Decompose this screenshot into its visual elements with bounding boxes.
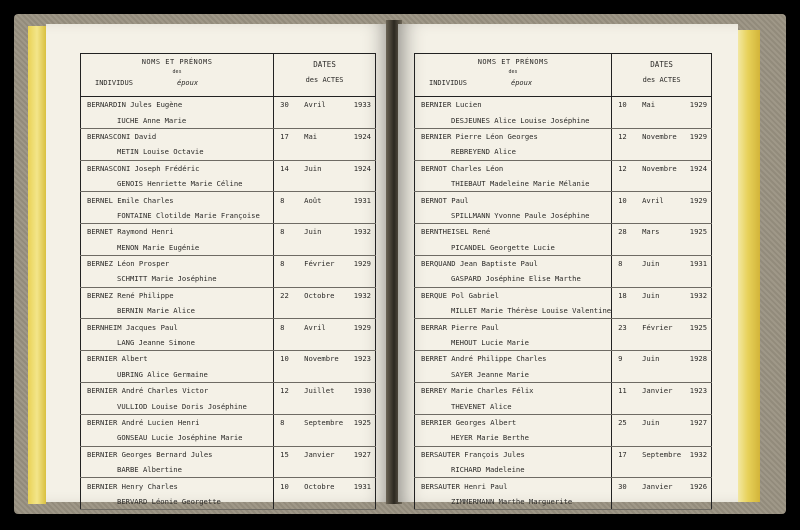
entry-name-row <box>415 319 712 335</box>
entry-name-row <box>81 287 376 303</box>
individual-name: BERNIER André Charles Victor <box>81 383 274 399</box>
act-date <box>612 319 712 335</box>
date-day: 30 <box>618 481 627 491</box>
spouse-name: GONSEAU Lucie Joséphine Marie <box>81 430 274 446</box>
entry-name-row <box>415 478 712 494</box>
individual-name: BERNIER Henry Charles <box>81 478 274 494</box>
spouse-name: THEVENET Alice <box>415 398 612 414</box>
date-year: 1929 <box>689 131 708 141</box>
entry-name-row <box>415 128 712 144</box>
entry-spouse-row <box>81 462 376 478</box>
entry-name-row <box>81 97 376 113</box>
entry-name-row <box>415 255 712 271</box>
act-date <box>612 224 712 240</box>
act-date <box>612 287 712 303</box>
entry-spouse-row <box>415 430 712 446</box>
date-spacer <box>612 208 712 224</box>
individual-name: BERNTHEISEL René <box>415 224 612 240</box>
entry-spouse-row <box>415 240 712 256</box>
date-spacer <box>612 271 712 287</box>
date-spacer <box>274 462 376 478</box>
spouse-name: VULLIOD Louise Doris Joséphine <box>81 398 274 414</box>
left-page <box>46 24 390 506</box>
date-month: Novembre <box>642 131 677 141</box>
date-day: 28 <box>618 227 627 237</box>
date-year: 1923 <box>353 354 371 364</box>
date-spacer <box>274 367 376 383</box>
entry-spouse-row <box>81 112 376 128</box>
entry-name-row <box>415 224 712 240</box>
date-day: 12 <box>280 386 289 396</box>
date-year: 1931 <box>689 259 708 269</box>
date-year: 1931 <box>353 195 371 205</box>
spouse-name: MENON Marie Eugénie <box>81 240 274 256</box>
individual-name: BERSAUTER François Jules <box>415 446 612 462</box>
names-epoux: époux <box>511 79 533 87</box>
spouse-name: GENOIS Henriette Marie Céline <box>81 176 274 192</box>
date-day: 10 <box>280 354 289 364</box>
entry-spouse-row <box>415 462 712 478</box>
date-group <box>274 323 375 332</box>
entry-spouse-row <box>81 271 376 287</box>
date-day: 8 <box>280 227 285 237</box>
act-date <box>274 287 376 303</box>
date-spacer <box>274 271 376 287</box>
date-day: 10 <box>618 195 627 205</box>
date-year: 1932 <box>689 290 708 300</box>
act-date <box>274 97 376 113</box>
dates-sub: des ACTES <box>305 76 344 84</box>
dates-title: DATES <box>650 60 673 69</box>
act-date <box>612 351 712 367</box>
spouse-name: BERVARD Léonie Georgette <box>81 494 274 510</box>
entry-spouse-row <box>81 240 376 256</box>
date-day: 8 <box>280 418 285 427</box>
date-day: 12 <box>618 163 627 173</box>
entry-spouse-row <box>415 112 712 128</box>
date-spacer <box>612 144 712 160</box>
entry-name-row <box>81 192 376 208</box>
act-date <box>612 414 712 430</box>
date-spacer <box>612 176 712 192</box>
date-year: 1928 <box>689 354 708 364</box>
spouse-name: THIEBAUT Madeleine Marie Mélanie <box>415 176 612 192</box>
act-date <box>612 255 712 271</box>
date-day: 23 <box>618 322 627 332</box>
dates-sub: des ACTES <box>642 76 681 84</box>
date-spacer <box>612 303 712 319</box>
spouse-name: METIN Louise Octavie <box>81 144 274 160</box>
date-day: 22 <box>280 290 289 300</box>
act-date <box>612 160 712 176</box>
right-register-table <box>414 53 712 510</box>
date-day: 12 <box>618 131 627 141</box>
dates-title: DATES <box>313 60 336 69</box>
date-month: Avril <box>304 322 326 332</box>
date-spacer <box>274 303 376 319</box>
entry-spouse-row <box>415 303 712 319</box>
date-group <box>612 418 711 427</box>
date-spacer <box>274 240 376 256</box>
individual-name: BERQUAND Jean Baptiste Paul <box>415 255 612 271</box>
date-group <box>274 227 375 236</box>
date-month: Juin <box>304 163 322 173</box>
date-year: 1932 <box>689 449 708 459</box>
spouse-name: BERNIN Marie Alice <box>81 303 274 319</box>
entry-spouse-row <box>81 430 376 446</box>
date-spacer <box>612 462 712 478</box>
date-month: Mai <box>304 131 318 141</box>
date-year: 1929 <box>353 322 371 332</box>
individual-name: BERRET André Philippe Charles <box>415 351 612 367</box>
date-group <box>612 132 711 141</box>
individual-name: BERRIER Georges Albert <box>415 414 612 430</box>
individual-name: BERNASCONI Joseph Frédéric <box>81 160 274 176</box>
date-group <box>612 291 711 300</box>
date-group <box>612 323 711 332</box>
date-spacer <box>612 367 712 383</box>
date-year: 1931 <box>353 481 371 491</box>
entry-name-row <box>81 255 376 271</box>
date-year: 1924 <box>689 163 708 173</box>
entry-spouse-row <box>415 144 712 160</box>
date-spacer <box>274 494 376 510</box>
left-register-table <box>80 53 376 510</box>
right-header-row <box>415 54 712 97</box>
date-day: 15 <box>280 449 289 459</box>
date-group <box>612 259 711 268</box>
act-date <box>274 414 376 430</box>
entry-name-row <box>81 351 376 367</box>
date-group <box>612 164 711 173</box>
date-spacer <box>274 144 376 160</box>
date-year: 1932 <box>353 227 371 237</box>
date-year: 1927 <box>353 449 371 459</box>
right-dates-header <box>612 54 712 97</box>
date-month: Novembre <box>304 354 339 364</box>
date-group <box>274 259 375 268</box>
date-year: 1929 <box>689 100 708 110</box>
right-register-body <box>415 54 712 510</box>
entry-name-row <box>415 287 712 303</box>
date-month: Juin <box>304 227 322 237</box>
entry-name-row <box>81 224 376 240</box>
date-spacer <box>274 430 376 446</box>
entry-spouse-row <box>415 176 712 192</box>
individual-name: BERNEZ Léon Prosper <box>81 255 274 271</box>
right-names-header <box>415 54 612 97</box>
date-spacer <box>274 176 376 192</box>
act-date <box>274 128 376 144</box>
date-spacer <box>612 398 712 414</box>
entry-name-row <box>81 160 376 176</box>
date-day: 17 <box>280 131 289 141</box>
entry-name-row <box>415 97 712 113</box>
names-des: des <box>172 69 182 75</box>
act-date <box>612 478 712 494</box>
date-spacer <box>612 240 712 256</box>
date-year: 1930 <box>353 386 371 396</box>
date-month: Août <box>304 195 322 205</box>
act-date <box>274 224 376 240</box>
date-year: 1923 <box>689 386 708 396</box>
individual-name: BERNOT Paul <box>415 192 612 208</box>
date-year: 1926 <box>689 481 708 491</box>
left-names-header <box>81 54 274 97</box>
date-spacer <box>612 335 712 351</box>
date-day: 11 <box>618 386 627 396</box>
date-group <box>274 291 375 300</box>
entry-spouse-row <box>81 494 376 510</box>
date-group <box>274 482 375 491</box>
entry-spouse-row <box>415 494 712 510</box>
entry-name-row <box>415 383 712 399</box>
page-edges-left <box>28 26 46 504</box>
spouse-name: MILLET Marie Thérèse Louise Valentine <box>415 303 612 319</box>
date-month: Juin <box>642 259 660 269</box>
right-page <box>398 24 738 506</box>
date-month: Avril <box>642 195 664 205</box>
spouse-name: ZIMMERMANN Marthe Marguerite <box>415 494 612 510</box>
date-group <box>274 100 375 109</box>
entry-name-row <box>81 414 376 430</box>
date-spacer <box>274 398 376 414</box>
spouse-name: PICANDEL Georgette Lucie <box>415 240 612 256</box>
names-title: NOMS ET PRÉNOMS <box>477 58 549 66</box>
entry-spouse-row <box>81 208 376 224</box>
entry-name-row <box>81 478 376 494</box>
act-date <box>274 351 376 367</box>
names-title: NOMS ET PRÉNOMS <box>141 58 213 66</box>
names-epoux: époux <box>177 79 199 87</box>
entry-name-row <box>81 319 376 335</box>
spouse-name: FONTAINE Clotilde Marie Françoise <box>81 208 274 224</box>
spouse-name: RICHARD Madeleine <box>415 462 612 478</box>
date-day: 17 <box>618 449 627 459</box>
date-day: 9 <box>618 354 623 364</box>
date-month: Septembre <box>642 449 682 459</box>
act-date <box>274 478 376 494</box>
entry-spouse-row <box>415 367 712 383</box>
date-group <box>612 227 711 236</box>
act-date <box>274 255 376 271</box>
entry-name-row <box>81 383 376 399</box>
entry-name-row <box>415 192 712 208</box>
date-group <box>612 450 711 459</box>
date-year: 1933 <box>353 100 371 110</box>
act-date <box>274 319 376 335</box>
act-date <box>612 128 712 144</box>
date-day: 18 <box>618 290 627 300</box>
date-group <box>274 132 375 141</box>
act-date <box>612 446 712 462</box>
entry-name-row <box>415 414 712 430</box>
spouse-name: UBRING Alice Germaine <box>81 367 274 383</box>
spouse-name: SAYER Jeanne Marie <box>415 367 612 383</box>
date-group <box>612 354 711 363</box>
act-date <box>612 97 712 113</box>
individual-name: BERNIER Albert <box>81 351 274 367</box>
date-group <box>612 196 711 205</box>
spouse-name: IUCHE Anne Marie <box>81 112 274 128</box>
date-year: 1925 <box>689 227 708 237</box>
date-day: 10 <box>280 481 289 491</box>
entry-name-row <box>415 446 712 462</box>
entry-spouse-row <box>415 208 712 224</box>
date-year: 1925 <box>353 418 371 427</box>
date-group <box>274 418 375 427</box>
date-month: Juillet <box>304 386 335 396</box>
date-spacer <box>612 494 712 510</box>
act-date <box>612 192 712 208</box>
date-group <box>612 386 711 395</box>
date-month: Janvier <box>642 481 673 491</box>
individual-name: BERNEL Emile Charles <box>81 192 274 208</box>
entry-spouse-row <box>81 144 376 160</box>
names-individus: INDIVIDUS <box>429 79 467 87</box>
individual-name: BERRAR Pierre Paul <box>415 319 612 335</box>
act-date <box>274 160 376 176</box>
entry-spouse-row <box>81 176 376 192</box>
date-month: Janvier <box>304 449 335 459</box>
individual-name: BERNEZ René Philippe <box>81 287 274 303</box>
date-spacer <box>612 112 712 128</box>
date-group <box>612 100 711 109</box>
entry-spouse-row <box>81 303 376 319</box>
date-month: Février <box>304 259 335 269</box>
entry-spouse-row <box>415 398 712 414</box>
spouse-name: SPILLMANN Yvonne Paule Joséphine <box>415 208 612 224</box>
entry-name-row <box>81 128 376 144</box>
date-month: Février <box>642 322 673 332</box>
spouse-name: LANG Jeanne Simone <box>81 335 274 351</box>
entry-spouse-row <box>81 367 376 383</box>
date-year: 1924 <box>353 163 371 173</box>
individual-name: BERQUE Pol Gabriel <box>415 287 612 303</box>
date-year: 1929 <box>689 195 708 205</box>
spouse-name: REBREYEND Alice <box>415 144 612 160</box>
date-group <box>274 450 375 459</box>
left-register-body <box>81 54 376 510</box>
spouse-name: BARBE Albertine <box>81 462 274 478</box>
date-year: 1925 <box>689 322 708 332</box>
date-year: 1924 <box>353 131 371 141</box>
date-day: 8 <box>280 195 285 205</box>
date-year: 1927 <box>689 418 708 427</box>
date-month: Juin <box>642 418 660 427</box>
spouse-name: SCHMITT Marie Joséphine <box>81 271 274 287</box>
date-group <box>274 354 375 363</box>
date-month: Avril <box>304 100 326 110</box>
entry-spouse-row <box>81 398 376 414</box>
date-day: 8 <box>280 259 285 269</box>
individual-name: BERREY Marie Charles Félix <box>415 383 612 399</box>
date-day: 8 <box>618 259 623 269</box>
individual-name: BERNHEIM Jacques Paul <box>81 319 274 335</box>
date-year: 1932 <box>353 290 371 300</box>
date-month: Novembre <box>642 163 677 173</box>
individual-name: BERNET Raymond Henri <box>81 224 274 240</box>
entry-name-row <box>415 160 712 176</box>
date-day: 25 <box>618 418 627 427</box>
names-individus: INDIVIDUS <box>95 79 133 87</box>
date-day: 8 <box>280 322 285 332</box>
date-month: Juin <box>642 290 660 300</box>
entry-spouse-row <box>415 271 712 287</box>
date-group <box>274 386 375 395</box>
date-group <box>612 482 711 491</box>
individual-name: BERNIER André Lucien Henri <box>81 414 274 430</box>
date-day: 14 <box>280 163 289 173</box>
date-spacer <box>274 335 376 351</box>
act-date <box>274 192 376 208</box>
date-day: 30 <box>280 100 289 110</box>
date-month: Octobre <box>304 481 335 491</box>
date-month: Septembre <box>304 418 344 427</box>
spouse-name: MEHOUT Lucie Marie <box>415 335 612 351</box>
spouse-name: GASPARD Joséphine Elise Marthe <box>415 271 612 287</box>
entry-spouse-row <box>81 335 376 351</box>
date-month: Mai <box>642 100 656 110</box>
individual-name: BERNARDIN Jules Eugène <box>81 97 274 113</box>
individual-name: BERNIER Georges Bernard Jules <box>81 446 274 462</box>
date-spacer <box>612 430 712 446</box>
individual-name: BERNOT Charles Léon <box>415 160 612 176</box>
left-header-row <box>81 54 376 97</box>
date-month: Mars <box>642 227 660 237</box>
individual-name: BERSAUTER Henri Paul <box>415 478 612 494</box>
date-month: Octobre <box>304 290 335 300</box>
spouse-name: HEYER Marie Berthe <box>415 430 612 446</box>
individual-name: BERNIER Lucien <box>415 97 612 113</box>
date-group <box>274 164 375 173</box>
date-spacer <box>274 112 376 128</box>
names-des: des <box>508 69 518 75</box>
date-spacer <box>274 208 376 224</box>
individual-name: BERNIER Pierre Léon Georges <box>415 128 612 144</box>
left-dates-header <box>274 54 376 97</box>
date-month: Juin <box>642 354 660 364</box>
page-edges-right <box>736 30 760 502</box>
date-group <box>274 196 375 205</box>
date-year: 1929 <box>353 259 371 269</box>
date-day: 10 <box>618 100 627 110</box>
act-date <box>612 383 712 399</box>
entry-name-row <box>415 351 712 367</box>
act-date <box>274 383 376 399</box>
act-date <box>274 446 376 462</box>
spouse-name: DESJEUNES Alice Louise Joséphine <box>415 112 612 128</box>
entry-spouse-row <box>415 335 712 351</box>
individual-name: BERNASCONI David <box>81 128 274 144</box>
date-month: Janvier <box>642 386 673 396</box>
entry-name-row <box>81 446 376 462</box>
